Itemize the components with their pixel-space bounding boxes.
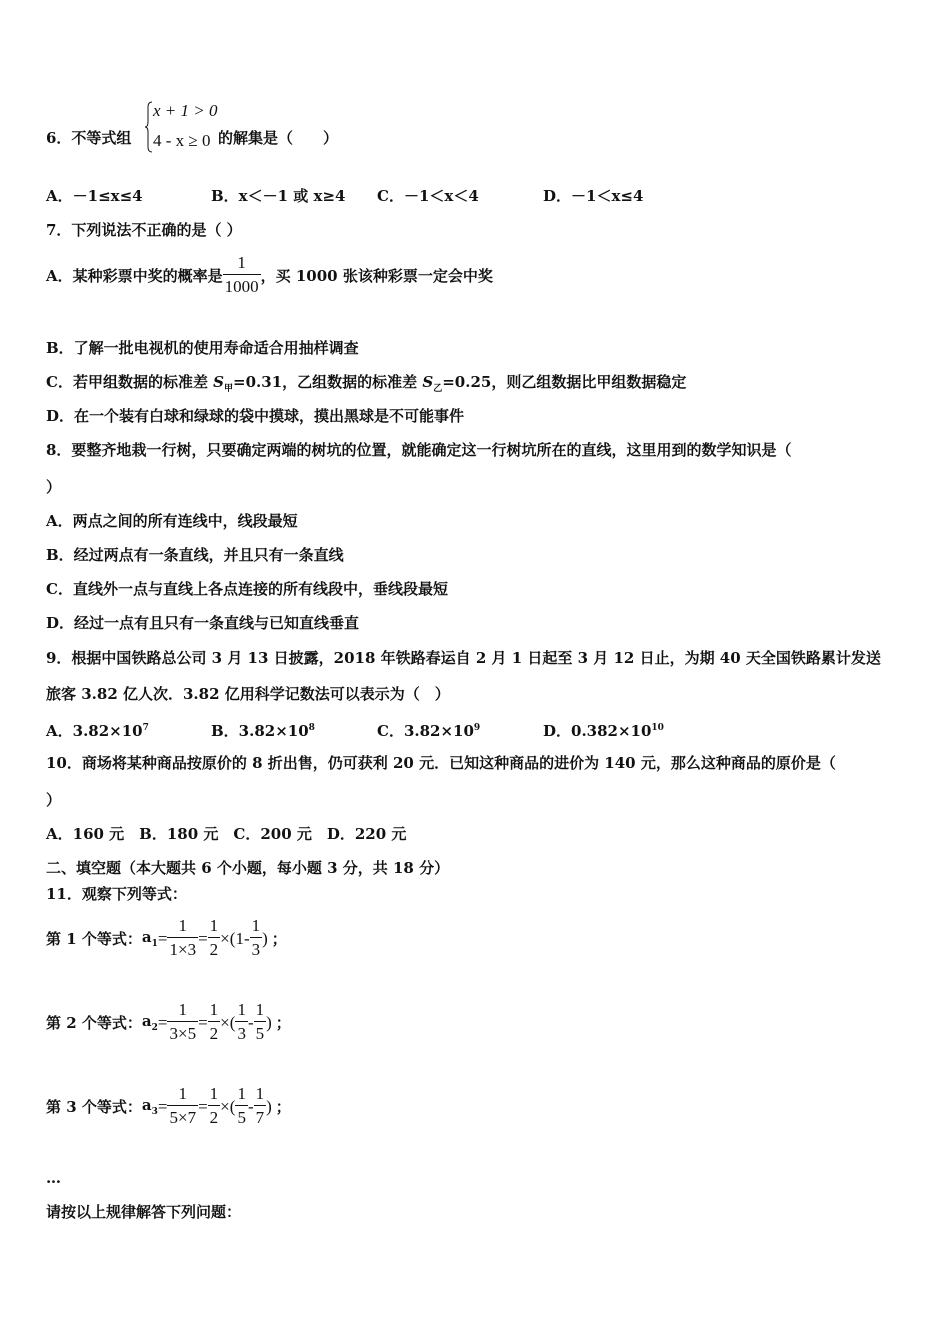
q7-stem: 7．下列说法不正确的是（ ） [46,221,242,239]
q7-c-suffix: =0.25，则乙组数据比甲组数据稳定 [442,373,687,391]
q7-a-prefix: A．某种彩票中奖的概率是 [46,266,223,285]
equals-sign: = [157,1012,168,1032]
q6-option-c[interactable]: C．－1＜x＜4 [377,187,479,205]
q7-c-mid: =0.31，乙组数据的标准差 [233,373,423,391]
equation-label: 第 2 个等式： [46,1014,142,1032]
q7-option-d[interactable]: D．在一个装有白球和绿球的袋中摸球，摸出黑球是不可能事件 [46,407,465,425]
q6-prefix: 6．不等式组 [46,129,132,147]
q11-equation-1: 第 1 个等式： $a_1$ = $\frac{1}{1\times 3}$ = $\frac{1}{2}$ × ( 1 - $\frac{1}{3}$ ) ； [46,915,287,962]
equation-label: 第 3 个等式： [46,1098,142,1116]
q9-option-c[interactable]: C．$3.82\times 10^9$ [377,722,481,740]
equals-sign: = [157,1096,168,1116]
fraction-denominator: 1000 [223,274,261,299]
sequence-term: $a_3$ [141,1096,158,1117]
q10-stem-line-2: ） [46,791,62,809]
q6-option-b[interactable]: B．x＜－1 或 x≥4 [211,187,346,205]
q11-stem: 11．观察下列等式： [46,885,187,903]
q9-stem-line-2: 旅客 3.82 亿人次．3.82 亿用科学记数法可以表示为（ ） [46,685,450,703]
q7-a-suffix: ，买 1000 张该种彩票一定会中奖 [260,266,493,285]
q11-prompt: 请按以上规律解答下列问题： [46,1203,242,1221]
std-dev-sub-2: 乙 [433,384,443,394]
left-brace-icon [145,101,153,153]
q7-c-prefix: C．若甲组数据的标准差 [46,373,214,391]
q8-stem-line-2: ） [46,478,62,496]
q6-system-row-2: 4 - x ≥ 0 [153,131,211,150]
std-dev-sub-1: 甲 [224,384,234,394]
q7-option-c[interactable] [46,372,686,399]
section-title: 二、填空题（本大题共 6 个小题，每小题 3 分，共 18 分） [46,859,450,877]
q9-stem-line-1: 9．根据中国铁路总公司 3 月 13 日披露，2018 年铁路春运自 2 月 1 日起至 3 月 12 日止，为期 40 天全国铁路累计发送 [46,649,881,667]
probability-fraction [223,252,261,299]
q11-equation-3: 第 3 个等式： $a_3$ = $\frac{1}{5\times 7}$ = $\frac{1}{2}$ × ( $\frac{1}{5}$ - $\frac{1}{7}$ ) ； [46,1083,291,1130]
q6-system-row-1: x + 1 > 0 [153,101,218,120]
equation-label: 第 1 个等式： [46,930,142,948]
sequence-term: $a_1$ [141,928,158,949]
std-dev-symbol-2: S [422,373,434,391]
equals-sign: = [157,928,168,948]
q6-suffix: 的解集是（ ） [218,129,339,147]
q9-option-a[interactable]: A．$3.82\times 10^7$ [46,722,149,740]
q9-option-b[interactable]: B．$3.82\times 10^8$ [211,722,315,740]
q7-option-b[interactable]: B．了解一批电视机的使用寿命适合用抽样调查 [46,339,359,357]
q8-stem-line-1: 8．要整齐地栽一行树，只要确定两端的树坑的位置，就能确定这一行树坑所在的直线，这里用到的数学知识是（ [46,441,792,459]
q8-option-d[interactable]: D．经过一点有且只有一条直线与已知直线垂直 [46,614,360,632]
q7-option-a[interactable] [46,252,493,299]
q6-option-d[interactable]: D．－1＜x≤4 [543,187,644,205]
fraction-numerator: 1 [237,253,246,272]
q10-stem-line-1: 10．商场将某种商品按原价的 8 折出售，仍可获利 20 元．已知这种商品的进价为 140 元，那么这种商品的原价是（ [46,754,836,772]
q8-option-c[interactable]: C．直线外一点与直线上各点连接的所有线段中，垂线段最短 [46,580,448,598]
std-dev-symbol-1: S [213,373,225,391]
ellipsis: … [46,1169,61,1187]
q8-option-a[interactable]: A．两点之间的所有连线中，线段最短 [46,512,298,530]
q11-equation-2: 第 2 个等式： $a_2$ = $\frac{1}{3\times 5}$ = $\frac{1}{2}$ × ( $\frac{1}{3}$ - $\frac{1}{5}$ ) ； [46,999,291,1046]
q6-option-a[interactable]: A．－1≤x≤4 [46,187,143,205]
sequence-term: $a_2$ [141,1012,158,1033]
q10-options[interactable]: A．160 元 B．180 元 C．200 元 D．220 元 [46,825,407,843]
q8-option-b[interactable]: B．经过两点有一条直线，并且只有一条直线 [46,546,344,564]
q9-option-d[interactable]: D．$0.382\times 10^{10}$ [543,722,664,740]
